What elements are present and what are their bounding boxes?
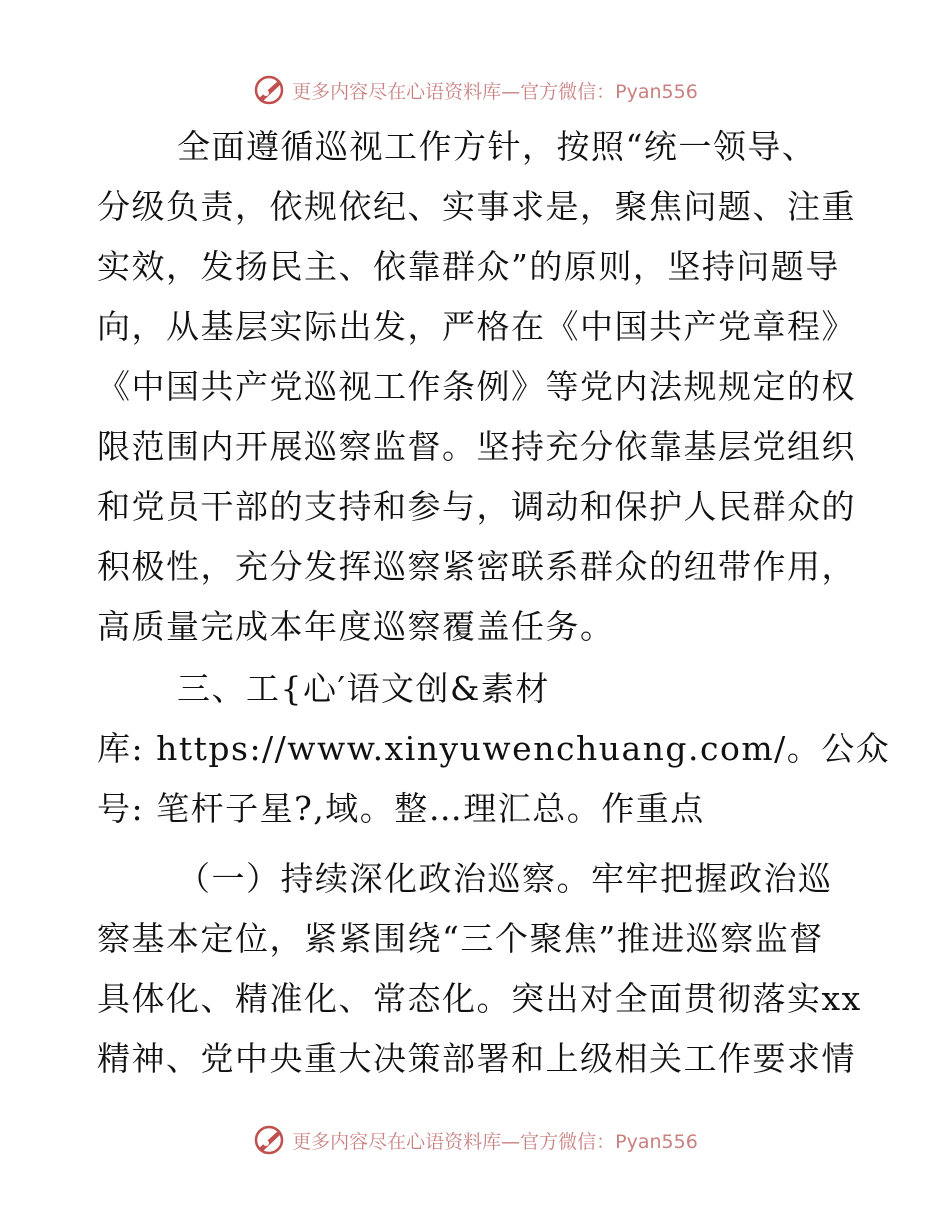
text-line: （一）持续深化政治巡察。牢牢把握政治巡 [177, 859, 833, 898]
text-line: 限范围内开展巡察监督。坚持充分依靠基层党组织 [97, 427, 856, 466]
text-line: 向，从基层实际出发，严格在《中国共产党章程》 [97, 307, 856, 346]
paragraph-principles [97, 117, 857, 657]
paragraph-political-inspection [97, 849, 862, 1089]
section-heading-three [97, 659, 891, 839]
text-line-url: 库: https://www.xinyuwenchuang.com/。公众 [97, 729, 891, 768]
text-line: 实效，发扬民主、依靠群众”的原则，坚持问题导 [97, 247, 840, 286]
watermark-text: 更多内容尽在心语资料库—官方微信：Pyan556 [292, 80, 698, 103]
text-line: 号: 笔杆子星?,域。整…理汇总。作重点 [97, 789, 705, 828]
text-line: 具体化、精准化、常态化。突出对全面贯彻落实xx [97, 979, 862, 1018]
text-line: 积极性，充分发挥巡察紧密联系群众的纽带作用， [97, 547, 856, 586]
watermark-banner-top [0, 70, 950, 110]
text-line: 高质量完成本年度巡察覆盖任务。 [97, 607, 615, 646]
text-line: 三、工{心′语文创&素材 [177, 669, 550, 708]
text-line: 察基本定位，紧紧围绕“三个聚焦”推进巡察监督 [97, 919, 824, 958]
logo-pen-icon [252, 1123, 286, 1157]
watermark-banner-bottom [0, 1120, 950, 1160]
text-line: 《中国共产党巡视工作条例》等党内法规规定的权 [97, 367, 856, 406]
watermark-text: 更多内容尽在心语资料库—官方微信：Pyan556 [292, 1130, 698, 1153]
logo-pen-icon [252, 73, 286, 107]
text-line: 精神、党中央重大决策部署和上级相关工作要求情 [97, 1039, 856, 1078]
text-line: 全面遵循巡视工作方针，按照“统一领导、 [177, 127, 817, 166]
text-line: 和党员干部的支持和参与，调动和保护人民群众的 [97, 487, 856, 526]
text-line: 分级负责，依规依纪、实事求是，聚焦问题、注重 [97, 187, 856, 226]
